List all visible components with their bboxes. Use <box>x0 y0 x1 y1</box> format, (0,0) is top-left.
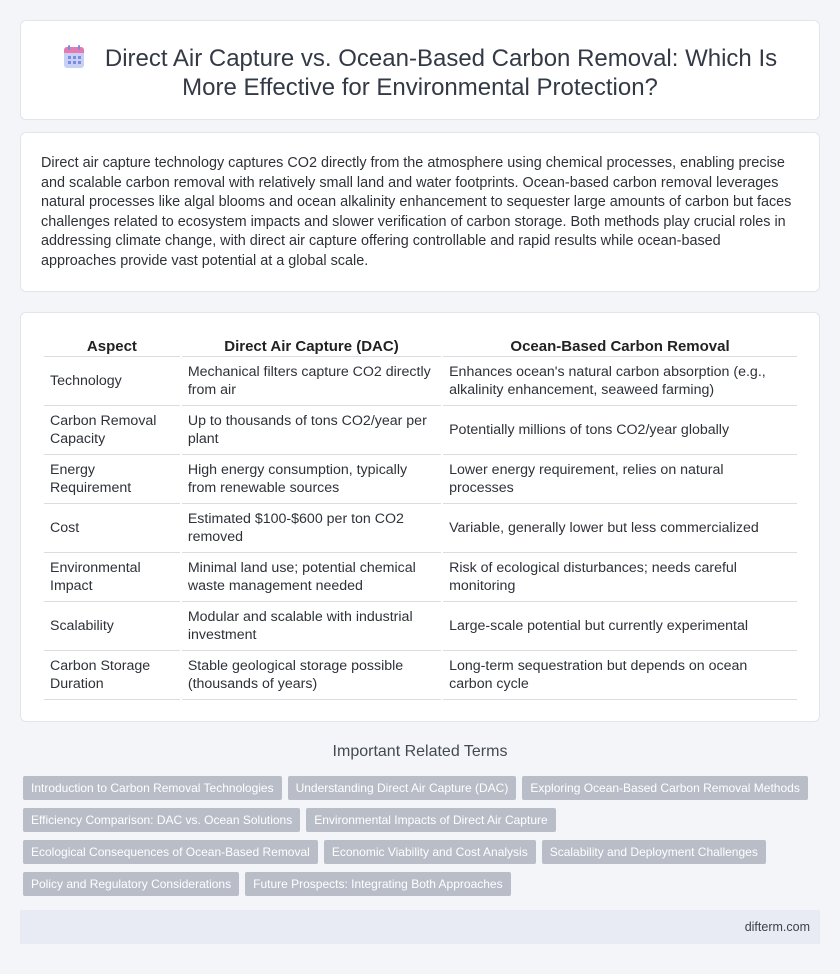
related-term-tag[interactable]: Introduction to Carbon Removal Technologies <box>23 776 282 800</box>
table-cell: Carbon Storage Duration <box>44 651 180 700</box>
tag-row <box>23 840 823 872</box>
page-title-wrap <box>21 44 819 102</box>
table-cell: Scalability <box>44 602 180 651</box>
page-title: Direct Air Capture vs. Ocean-Based Carbon Removal: Which Is More Effective for Environmental Protection? <box>104 45 778 101</box>
table-cell: Environmental Impact <box>44 553 180 602</box>
related-term-tag[interactable]: Exploring Ocean-Based Carbon Removal Methods <box>522 776 807 800</box>
related-term-tag[interactable]: Scalability and Deployment Challenges <box>542 840 766 864</box>
comparison-card <box>20 312 820 722</box>
tag-row <box>23 776 823 808</box>
table-header-row <box>44 333 797 357</box>
table-cell: Potentially millions of tons CO2/year globally <box>443 406 797 455</box>
header-card <box>20 20 820 120</box>
table-row <box>44 357 797 406</box>
column-header-aspect: Aspect <box>44 333 180 357</box>
table-cell: Mechanical filters capture CO2 directly from air <box>182 357 441 406</box>
related-term-tag[interactable]: Economic Viability and Cost Analysis <box>324 840 536 864</box>
table-cell: Variable, generally lower but less commercialized <box>443 504 797 553</box>
table-cell: Long-term sequestration but depends on ocean carbon cycle <box>443 651 797 700</box>
related-terms-heading: Important Related Terms <box>332 743 508 760</box>
table-cell: Estimated $100-$600 per ton CO2 removed <box>182 504 441 553</box>
table-cell: Cost <box>44 504 180 553</box>
tag-row <box>23 872 823 904</box>
table-cell: Carbon Removal Capacity <box>44 406 180 455</box>
table-cell: Enhances ocean's natural carbon absorption (e.g., alkalinity enhancement, seaweed farming) <box>443 357 797 406</box>
table-cell: Up to thousands of tons CO2/year per plant <box>182 406 441 455</box>
table-cell: High energy consumption, typically from renewable sources <box>182 455 441 504</box>
intro-paragraph: Direct air capture technology captures CO2 directly from the atmosphere using chemical processes, enabling precise and scalable carbon removal with relatively small land and water footprints. Ocean-based carbon removal leverages natural processes like algal blooms and ocean alkalinity enhancement to sequester large amounts of carbon but faces challenges related to ecosystem impacts and slower verification of carbon storage. Both methods play crucial roles in addressing climate change, with direct air capture offering controllable and rapid results while ocean-based approaches provide vast potential at a global scale. <box>41 155 792 269</box>
table-row <box>44 455 797 504</box>
calendar-grid-icon <box>63 45 85 69</box>
table-row <box>44 406 797 455</box>
column-header-dac: Direct Air Capture (DAC) <box>182 333 441 357</box>
footer-bar <box>20 910 820 944</box>
table-cell: Large-scale potential but currently experimental <box>443 602 797 651</box>
table-row <box>44 651 797 700</box>
column-header-ocean: Ocean-Based Carbon Removal <box>443 333 797 357</box>
related-term-tag[interactable]: Future Prospects: Integrating Both Approaches <box>245 872 510 896</box>
intro-card <box>20 132 820 292</box>
table-cell: Stable geological storage possible (thousands of years) <box>182 651 441 700</box>
site-name[interactable]: difterm.com <box>744 920 810 934</box>
table-cell: Technology <box>44 357 180 406</box>
related-term-tag[interactable]: Ecological Consequences of Ocean-Based Removal <box>23 840 318 864</box>
related-term-tag[interactable]: Understanding Direct Air Capture (DAC) <box>288 776 517 800</box>
related-term-tag[interactable]: Policy and Regulatory Considerations <box>23 872 239 896</box>
related-terms-list <box>23 776 823 904</box>
comparison-table <box>42 333 799 700</box>
tag-row <box>23 808 823 840</box>
table-row <box>44 553 797 602</box>
table-cell: Modular and scalable with industrial investment <box>182 602 441 651</box>
table-cell: Risk of ecological disturbances; needs careful monitoring <box>443 553 797 602</box>
table-cell: Energy Requirement <box>44 455 180 504</box>
table-row <box>44 602 797 651</box>
table-cell: Lower energy requirement, relies on natural processes <box>443 455 797 504</box>
table-row <box>44 504 797 553</box>
related-term-tag[interactable]: Efficiency Comparison: DAC vs. Ocean Solutions <box>23 808 300 832</box>
related-term-tag[interactable]: Environmental Impacts of Direct Air Capture <box>306 808 555 832</box>
table-cell: Minimal land use; potential chemical waste management needed <box>182 553 441 602</box>
